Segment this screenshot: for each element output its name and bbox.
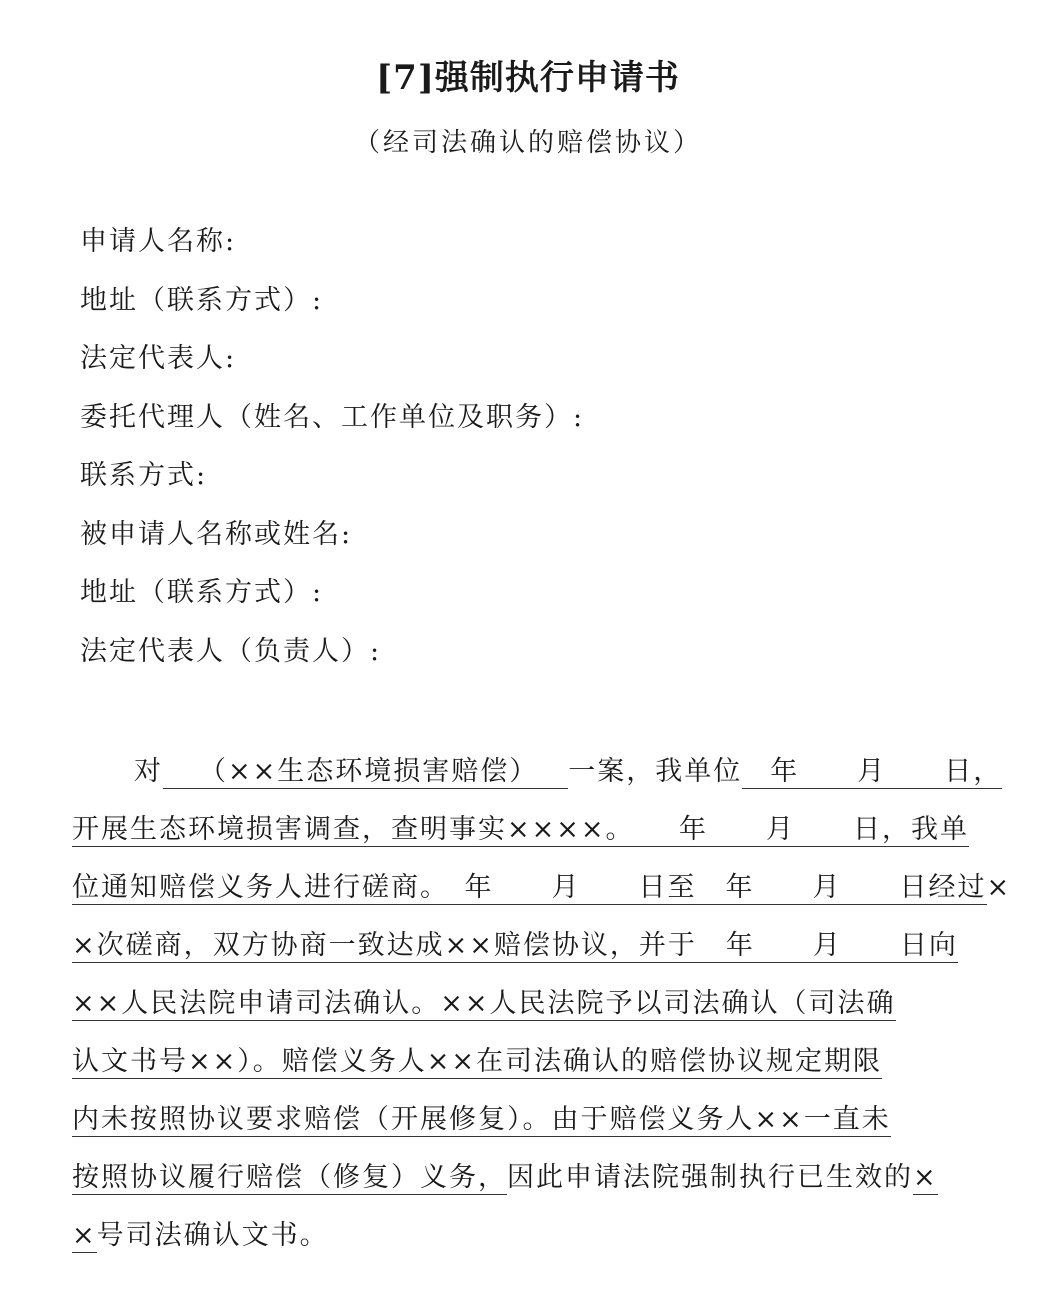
body-text: 对 — [134, 756, 163, 787]
field-legal-representative: 法定代表人: — [80, 343, 237, 374]
body-text: 位通知赔偿义务人进行磋商。 年 月 日至 年 月 日经过 — [72, 872, 987, 903]
body-line — [72, 924, 962, 982]
document-number-blank: × — [72, 1220, 97, 1251]
application-body — [72, 750, 1012, 1272]
field-respondent-name: 被申请人名称或姓名: — [80, 518, 353, 550]
body-text: 开展生态环境损害调查，查明事实××××。 年 月 日，我单 — [72, 814, 969, 845]
case-name-blank: （××生态环境损害赔偿） — [163, 756, 568, 789]
field-respondent-address: 地址（联系方式）: — [80, 577, 324, 608]
field-applicant-address: 地址（联系方式）: — [80, 284, 324, 316]
party-fields — [80, 222, 584, 690]
document-subtitle: （经司法确认的赔偿协议） — [353, 128, 702, 158]
body-line — [72, 1214, 962, 1272]
body-text: 因此申请法院强制执行已生效的 — [507, 1162, 913, 1193]
body-line — [72, 808, 969, 866]
field-applicant-name: 申请人名称: — [80, 226, 237, 257]
body-text: 按照协议履行赔偿（修复）义务， — [72, 1162, 507, 1193]
body-text: ×次磋商，双方协商一致达成××赔偿协议，并于 年 月 日向 — [72, 930, 958, 961]
body-line — [72, 866, 1012, 924]
body-text: ××人民法院申请司法确认。××人民法院予以司法确认（司法确 — [72, 988, 896, 1019]
body-text: 认文书号××）。赔偿义务人××在司法确认的赔偿协议规定期限 — [72, 1046, 882, 1077]
body-text: 内未按照协议要求赔偿（开展修复）。由于赔偿义务人××一直未 — [72, 1104, 891, 1135]
document-number-blank: × — [913, 1162, 938, 1193]
body-line — [72, 982, 962, 1040]
body-line — [72, 750, 1003, 808]
document-title: [7]强制执行申请书 — [376, 58, 680, 98]
body-text: 一案，我单位 — [568, 756, 743, 787]
body-line — [72, 1098, 962, 1156]
field-contact: 联系方式: — [80, 460, 208, 491]
field-authorized-agent: 委托代理人（姓名、工作单位及职务）: — [80, 401, 585, 433]
body-text: 号司法确认文书。 — [96, 1220, 329, 1251]
field-respondent-representative: 法定代表人（负责人）: — [80, 635, 382, 667]
body-text: × — [986, 872, 1012, 903]
body-line — [72, 1156, 962, 1214]
body-line — [72, 1040, 962, 1098]
date-blank: 年 月 日， — [742, 756, 1002, 789]
